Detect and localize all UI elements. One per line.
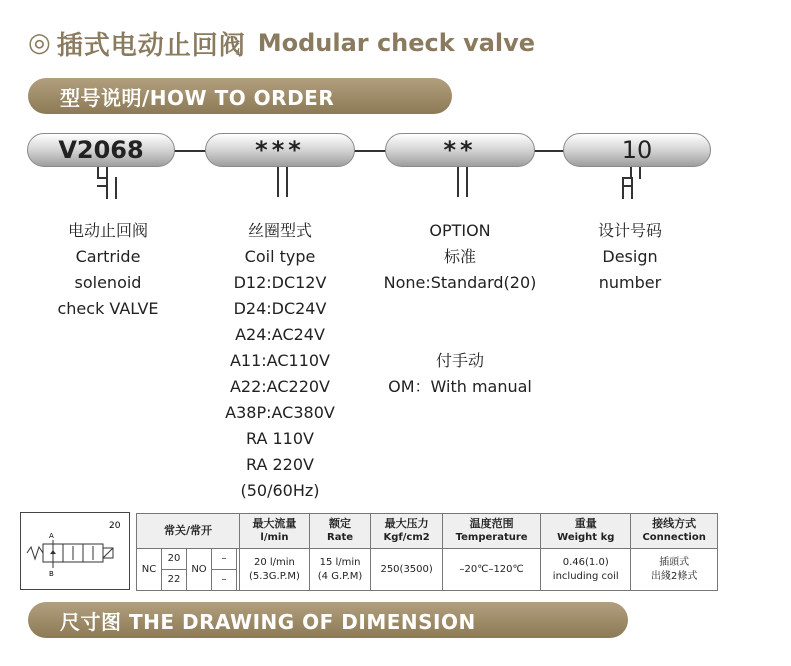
desc-line: A38P:AC380V: [225, 403, 335, 422]
header-nc-no: 常关/常开: [137, 514, 240, 549]
desc-line: RA 110V: [246, 429, 314, 448]
connector-4-b: [622, 177, 633, 199]
code-series-pill: V2068: [27, 133, 175, 167]
cell-weight: 0.46(1.0) including coil: [541, 549, 631, 591]
cell-rate: 15 l/min (4 G.P.M): [309, 549, 370, 591]
desc-line: A22:AC220V: [229, 377, 330, 396]
desc-spacer: [370, 296, 550, 322]
desc-line: 标准: [443, 247, 476, 266]
title-chinese: 插式电动止回阀: [56, 30, 246, 61]
cell-no: NO: [187, 549, 212, 591]
desc-line: Design: [602, 247, 658, 266]
cell-temperature: –20℃–120℃: [443, 549, 541, 591]
cell-flow: 20 l/min (5.3G.P.M): [240, 549, 310, 591]
header-weight: 重量 Weight kg: [541, 514, 631, 549]
header-pressure: 最大压力 Kgf/cm2: [371, 514, 443, 549]
desc-line: (50/60Hz): [240, 481, 320, 500]
desc-line: check VALVE: [57, 299, 159, 318]
connector-1-b: [106, 177, 117, 199]
cell-no-b: –: [212, 570, 237, 591]
desc-line: 电动止回阀: [67, 221, 148, 240]
symbol-code: 20: [109, 521, 121, 531]
port-b-label: B: [49, 570, 54, 578]
page-title: [28, 26, 535, 60]
check-valve-symbol-icon: [21, 513, 131, 591]
desc-line: 付手动: [435, 351, 484, 370]
code-option-pill: **: [385, 133, 535, 167]
desc-series: [28, 218, 188, 322]
desc-line: Coil type: [244, 247, 316, 266]
cell-connection: 插頭式 出綫2條式: [631, 549, 718, 591]
cell-pressure: 250(3500): [371, 549, 443, 591]
desc-option: [370, 218, 550, 400]
desc-coil: [200, 218, 360, 504]
spec-table: [136, 513, 718, 591]
header-connection: 接线方式 Connection: [631, 514, 718, 549]
cell-nc-22: 22: [162, 570, 187, 591]
cell-nc: NC: [137, 549, 162, 591]
desc-line: A24:AC24V: [235, 325, 325, 344]
header-rate: 额定 Rate: [309, 514, 370, 549]
code-coil-pill: ***: [205, 133, 355, 167]
desc-line: D12:DC12V: [233, 273, 327, 292]
cell-nc-20: 20: [162, 549, 187, 570]
desc-line: OPTION: [429, 221, 491, 240]
desc-line: A11:AC110V: [229, 351, 330, 370]
desc-line: number: [598, 273, 662, 292]
dimension-banner: 尺寸图 THE DRAWING OF DIMENSION: [28, 602, 628, 638]
how-to-order-banner: 型号说明/HOW TO ORDER: [28, 78, 452, 114]
port-a-label: A: [49, 532, 54, 540]
desc-line: 设计号码: [597, 221, 662, 240]
desc-line: D24:DC24V: [233, 299, 327, 318]
hydraulic-symbol: [20, 512, 130, 590]
title-english: Modular check valve: [257, 29, 536, 57]
desc-line: 丝圈型式: [247, 221, 312, 240]
connector-3: [457, 167, 468, 197]
header-temperature: 温度范围 Temperature: [443, 514, 541, 549]
bullet-icon: ◎: [28, 28, 51, 58]
cell-no-a: –: [212, 549, 237, 570]
desc-design: [560, 218, 700, 296]
desc-line: OM：With manual: [388, 377, 532, 396]
desc-spacer: [370, 322, 550, 348]
desc-line: None:Standard(20): [383, 273, 537, 292]
desc-line: solenoid: [74, 273, 142, 292]
desc-line: RA 220V: [246, 455, 314, 474]
desc-line: Cartride: [75, 247, 141, 266]
header-flow: 最大流量 l/min: [240, 514, 310, 549]
connector-2: [277, 167, 288, 197]
code-design-pill: 10: [563, 133, 711, 167]
